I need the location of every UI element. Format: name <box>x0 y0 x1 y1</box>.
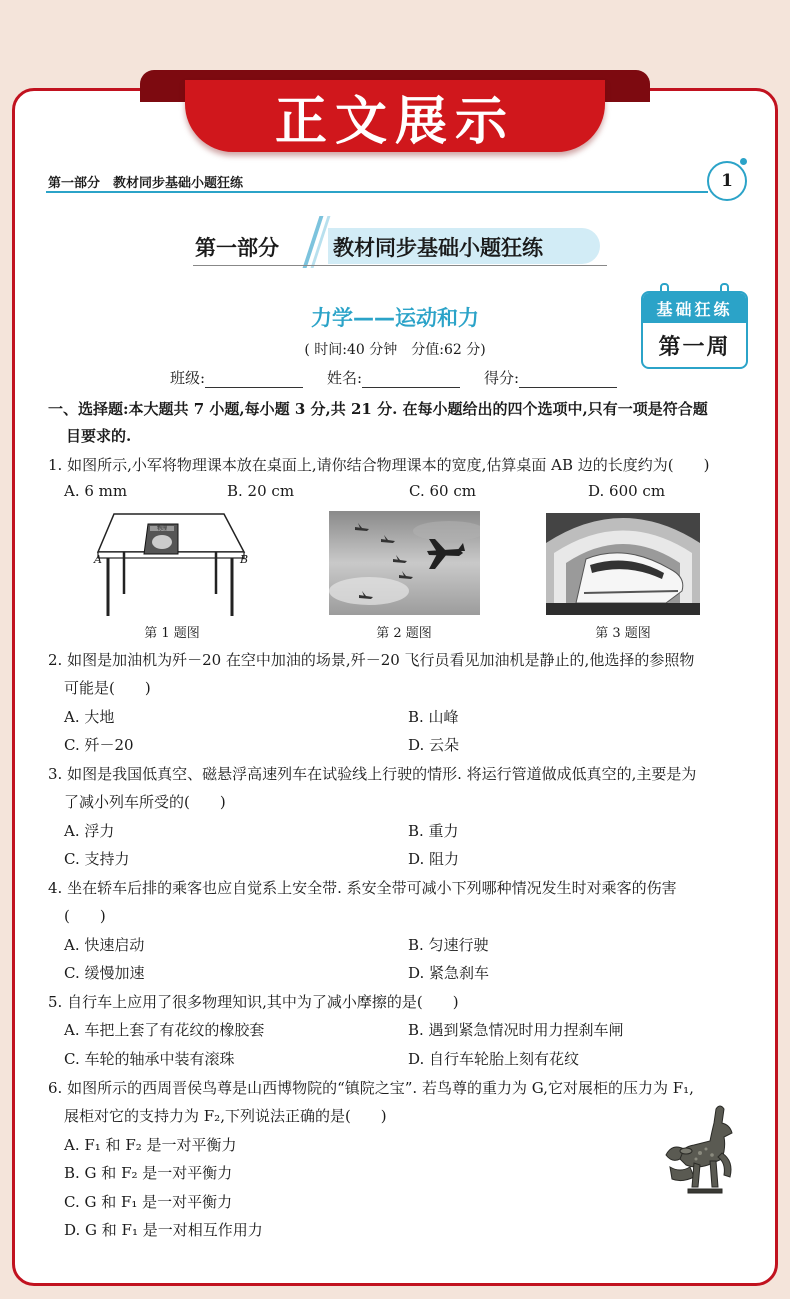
question-3-stem: 3. 如图是我国低真空、磁悬浮高速列车在试验线上行驶的情形. 将运行管道做成低真空的,主要是为 <box>48 765 697 783</box>
timing-info: ( 时间:40 分钟 分值:62 分) <box>304 342 486 358</box>
q4-option-b: B. 匀速行驶 <box>408 936 489 954</box>
q2-option-b: B. 山峰 <box>408 708 459 726</box>
question-6-stem: 6. 如图所示的西周晋侯鸟尊是山西博物院的“镇院之宝”. 若鸟尊的重力为 G,它对展柜的压力为 F₁, <box>48 1079 694 1097</box>
score-field <box>484 367 617 388</box>
maglev-train-photo <box>546 513 700 615</box>
q4-option-a: A. 快速启动 <box>64 936 145 954</box>
figure-3-caption: 第 3 题图 <box>595 626 651 641</box>
name-field <box>327 367 460 388</box>
q6-option-c: C. G 和 F₁ 是一对平衡力 <box>64 1193 233 1211</box>
badge-top: 基础狂练 <box>643 293 746 323</box>
page-number: 1 <box>707 161 747 201</box>
figure-2-caption: 第 2 题图 <box>376 626 432 641</box>
section-instruction: 一、选择题:本大题共 7 小题,每小题 3 分,共 21 分. 在每小题给出的四个选项中,只有一项是符合题 <box>48 400 708 418</box>
q1-option-d: D. 600 cm <box>588 482 666 500</box>
q5-option-a: A. 车把上套了有花纹的橡胶套 <box>64 1021 265 1039</box>
badge-week: 第一周 <box>658 334 731 360</box>
section-part: 第一部分 <box>195 235 279 260</box>
q5-option-b: B. 遇到紧急情况时用力捏刹车闸 <box>408 1021 624 1039</box>
question-3-stem-cont: 了减小列车所受的( ) <box>64 793 226 811</box>
name-blank <box>362 371 460 388</box>
q4-option-d: D. 紧急刹车 <box>408 964 490 982</box>
q1-option-c: C. 60 cm <box>409 482 476 500</box>
q1-option-b: B. 20 cm <box>227 482 295 500</box>
score-blank <box>519 371 617 388</box>
figure-1-caption: 第 1 题图 <box>144 626 200 641</box>
q5-option-c: C. 车轮的轴承中装有滚珠 <box>64 1050 235 1068</box>
q3-option-c: C. 支持力 <box>64 850 130 868</box>
class-field <box>170 367 303 388</box>
q2-option-a: A. 大地 <box>64 708 115 726</box>
section-title <box>193 228 613 266</box>
point-a-label: A <box>94 553 102 566</box>
banner-title: 正文展示 <box>274 91 515 152</box>
book-label: 物理 <box>156 526 168 532</box>
q5-option-d: D. 自行车轮胎上刻有花纹 <box>408 1050 580 1068</box>
class-blank <box>205 371 303 388</box>
q3-option-a: A. 浮力 <box>64 822 115 840</box>
question-2-stem: 2. 如图是加油机为歼－20 在空中加油的场景,歼－20 飞行员看见加油机是静止的,他选择的参照物 <box>48 651 695 669</box>
running-head: 第一部分 教材同步基础小题狂练 <box>48 176 244 191</box>
bird-zun-vessel-figure <box>660 1103 750 1203</box>
table-figure <box>92 508 257 620</box>
question-6-stem-cont: 展柜对它的支持力为 F₂,下列说法正确的是( ) <box>64 1107 387 1125</box>
q3-option-b: B. 重力 <box>408 822 459 840</box>
question-1-stem: 1. 如图所示,小军将物理课本放在桌面上,请你结合物理课本的宽度,估算桌面 AB 边的长度约为( ) <box>48 456 710 474</box>
refueling-photo <box>329 511 480 615</box>
name-label: 姓名: <box>327 369 363 387</box>
score-label: 得分: <box>484 369 520 387</box>
q4-option-c: C. 缓慢加速 <box>64 964 145 982</box>
header-rule <box>46 191 708 193</box>
q6-option-d: D. G 和 F₁ 是一对相互作用力 <box>64 1221 263 1239</box>
question-5-stem: 5. 自行车上应用了很多物理知识,其中为了减小摩擦的是( ) <box>48 993 459 1011</box>
q1-option-a: A. 6 mm <box>64 482 128 500</box>
topic-title: 力学——运动和力 <box>311 306 479 330</box>
section-name: 教材同步基础小题狂练 <box>333 235 543 260</box>
week-badge <box>641 291 748 369</box>
q2-option-c: C. 歼－20 <box>64 736 134 754</box>
point-b-label: B <box>240 553 249 566</box>
title-banner <box>140 66 650 162</box>
section-instruction-cont: 目要求的. <box>66 427 132 445</box>
question-2-stem-cont: 可能是( ) <box>64 679 151 697</box>
q6-option-a: A. F₁ 和 F₂ 是一对平衡力 <box>64 1136 237 1154</box>
q3-option-d: D. 阻力 <box>408 850 460 868</box>
page-dot <box>740 158 747 165</box>
q6-option-b: B. G 和 F₂ 是一对平衡力 <box>64 1164 233 1182</box>
class-label: 班级: <box>170 369 206 387</box>
question-4-stem: 4. 坐在轿车后排的乘客也应自觉系上安全带. 系安全带可减小下列哪种情况发生时对乘客的伤害 <box>48 879 677 897</box>
q2-option-d: D. 云朵 <box>408 736 460 754</box>
question-4-stem-cont: ( ) <box>64 907 106 925</box>
